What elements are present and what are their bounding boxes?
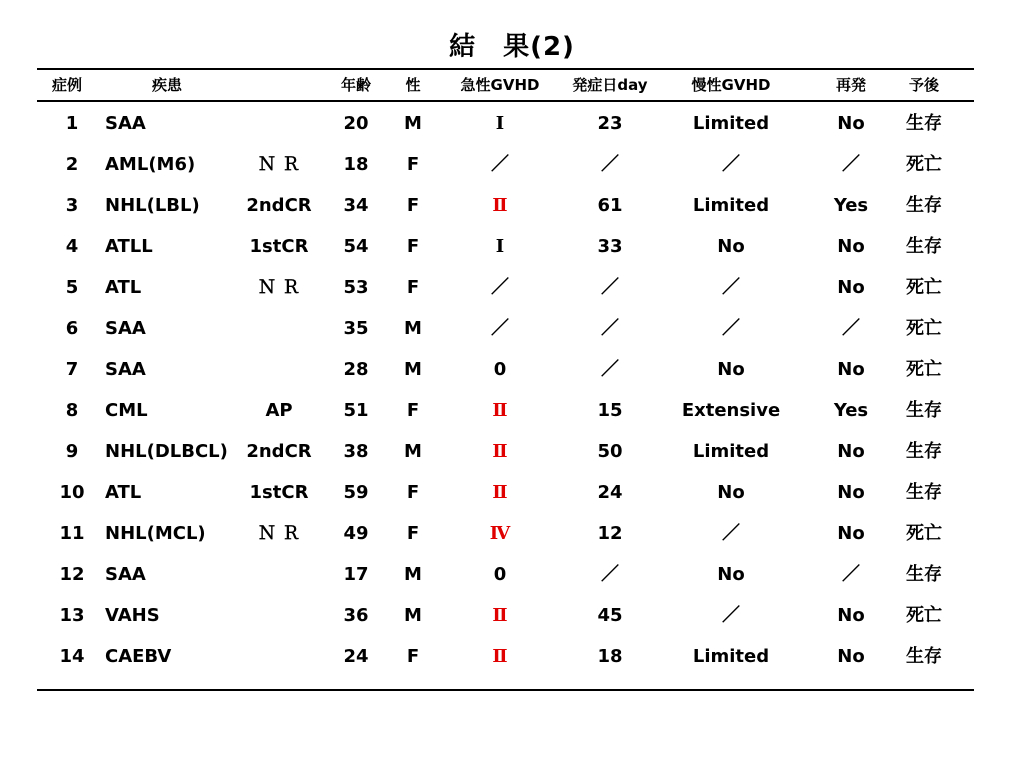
- prognosis-cell: 生存: [906, 646, 942, 667]
- disease-status-cell: [240, 554, 318, 595]
- disease-cell: CAEBV: [105, 646, 172, 667]
- disease-cell: ATL: [105, 277, 142, 298]
- sex-cell: M: [404, 359, 422, 380]
- acute-gvhd-cell: ／: [491, 318, 509, 339]
- case-number-cell: 10: [59, 482, 85, 503]
- disease-status-cell: Ｎ Ｒ: [257, 154, 301, 175]
- age-cell: 36: [343, 605, 369, 626]
- onset-day-cell: 45: [597, 605, 623, 626]
- age-cell: 35: [343, 318, 369, 339]
- prognosis-cell: 生存: [906, 236, 942, 257]
- sex-cell: F: [406, 236, 420, 257]
- header-age: 年齢: [340, 76, 371, 94]
- disease-status-cell: [240, 349, 318, 390]
- table-row: [0, 349, 1024, 390]
- age-cell: 24: [343, 646, 369, 667]
- table-row: [0, 103, 1024, 144]
- onset-day-cell: 18: [597, 646, 623, 667]
- relapse-cell: No: [837, 646, 865, 667]
- disease-cell: SAA: [105, 359, 146, 380]
- disease-status-cell: 1stCR: [249, 236, 309, 257]
- disease-status-cell: [240, 636, 318, 677]
- age-cell: 51: [343, 400, 369, 421]
- onset-day-cell: 24: [597, 482, 623, 503]
- header-relapse: 再発: [835, 76, 866, 94]
- disease-status-cell: [240, 595, 318, 636]
- case-number-cell: 14: [59, 646, 85, 667]
- header-case: 症例: [52, 76, 83, 94]
- case-number-cell: 2: [65, 154, 79, 175]
- table-header-row: [0, 70, 1024, 100]
- sex-cell: F: [406, 277, 420, 298]
- prognosis-cell: 生存: [906, 195, 942, 216]
- relapse-cell: No: [837, 523, 865, 544]
- relapse-cell: No: [837, 236, 865, 257]
- chronic-gvhd-cell: ／: [722, 605, 740, 626]
- chronic-gvhd-cell: No: [717, 359, 745, 380]
- prognosis-cell: 死亡: [906, 154, 942, 175]
- case-number-cell: 1: [65, 113, 79, 134]
- acute-gvhd-cell: Ⅱ: [492, 482, 508, 503]
- age-cell: 28: [343, 359, 369, 380]
- chronic-gvhd-cell: ／: [722, 318, 740, 339]
- acute-gvhd-cell: Ⅱ: [492, 646, 508, 667]
- page-title: 結 果(2): [449, 32, 575, 62]
- age-cell: 20: [343, 113, 369, 134]
- prognosis-cell: 生存: [906, 113, 942, 134]
- onset-day-cell: ／: [601, 318, 619, 339]
- onset-day-cell: ／: [601, 359, 619, 380]
- prognosis-cell: 生存: [906, 482, 942, 503]
- case-number-cell: 12: [59, 564, 85, 585]
- header-chronic-gvhd: 慢性GVHD: [691, 76, 771, 94]
- table-bottom-rule: [37, 689, 974, 691]
- case-number-cell: 8: [65, 400, 79, 421]
- sex-cell: M: [404, 564, 422, 585]
- case-number-cell: 7: [65, 359, 79, 380]
- acute-gvhd-cell: Ⅱ: [492, 441, 508, 462]
- relapse-cell: No: [837, 482, 865, 503]
- header-sex: 性: [405, 76, 421, 94]
- header-prognosis: 予後: [908, 76, 939, 94]
- acute-gvhd-cell: Ⅱ: [492, 605, 508, 626]
- prognosis-cell: 死亡: [906, 605, 942, 626]
- relapse-cell: No: [837, 441, 865, 462]
- age-cell: 34: [343, 195, 369, 216]
- onset-day-cell: 15: [597, 400, 623, 421]
- disease-status-cell: 1stCR: [249, 482, 309, 503]
- table-row: [0, 144, 1024, 185]
- age-cell: 59: [343, 482, 369, 503]
- chronic-gvhd-cell: ／: [722, 154, 740, 175]
- sex-cell: M: [404, 605, 422, 626]
- sex-cell: F: [406, 482, 420, 503]
- relapse-cell: ／: [842, 318, 860, 339]
- relapse-cell: ／: [842, 154, 860, 175]
- disease-status-cell: Ｎ Ｒ: [257, 523, 301, 544]
- prognosis-cell: 生存: [906, 400, 942, 421]
- table-row: [0, 226, 1024, 267]
- case-number-cell: 11: [59, 523, 85, 544]
- relapse-cell: ／: [842, 564, 860, 585]
- table-row: [0, 636, 1024, 677]
- table-header-rule: [37, 100, 974, 102]
- relapse-cell: Yes: [833, 195, 869, 216]
- case-number-cell: 5: [65, 277, 79, 298]
- chronic-gvhd-cell: Limited: [692, 195, 770, 216]
- chronic-gvhd-cell: Limited: [692, 113, 770, 134]
- acute-gvhd-cell: Ⅰ: [495, 236, 505, 257]
- chronic-gvhd-cell: ／: [722, 523, 740, 544]
- sex-cell: F: [406, 195, 420, 216]
- chronic-gvhd-cell: Extensive: [681, 400, 781, 421]
- prognosis-cell: 生存: [906, 564, 942, 585]
- disease-cell: NHL(LBL): [105, 195, 200, 216]
- header-acute-gvhd: 急性GVHD: [460, 76, 540, 94]
- table-row: [0, 431, 1024, 472]
- chronic-gvhd-cell: Limited: [692, 441, 770, 462]
- table-row: [0, 472, 1024, 513]
- age-cell: 49: [343, 523, 369, 544]
- sex-cell: F: [406, 646, 420, 667]
- age-cell: 17: [343, 564, 369, 585]
- relapse-cell: No: [837, 605, 865, 626]
- onset-day-cell: 12: [597, 523, 623, 544]
- acute-gvhd-cell: Ⅳ: [489, 523, 511, 544]
- onset-day-cell: ／: [601, 154, 619, 175]
- disease-cell: SAA: [105, 318, 146, 339]
- sex-cell: F: [406, 400, 420, 421]
- disease-cell: ATLL: [105, 236, 153, 257]
- relapse-cell: No: [837, 277, 865, 298]
- case-number-cell: 6: [65, 318, 79, 339]
- case-number-cell: 13: [59, 605, 85, 626]
- table-row: [0, 267, 1024, 308]
- case-number-cell: 9: [65, 441, 79, 462]
- age-cell: 54: [343, 236, 369, 257]
- disease-cell: CML: [105, 400, 148, 421]
- prognosis-cell: 死亡: [906, 318, 942, 339]
- disease-cell: SAA: [105, 113, 146, 134]
- onset-day-cell: ／: [601, 277, 619, 298]
- prognosis-cell: 死亡: [906, 277, 942, 298]
- acute-gvhd-cell: 0: [493, 359, 507, 380]
- sex-cell: F: [406, 523, 420, 544]
- relapse-cell: Yes: [833, 400, 869, 421]
- disease-cell: AML(M6): [105, 154, 196, 175]
- sex-cell: M: [404, 318, 422, 339]
- acute-gvhd-cell: ／: [491, 154, 509, 175]
- case-number-cell: 4: [65, 236, 79, 257]
- table-row: [0, 185, 1024, 226]
- disease-status-cell: 2ndCR: [246, 195, 312, 216]
- disease-cell: NHL(DLBCL): [105, 441, 228, 462]
- acute-gvhd-cell: Ⅱ: [492, 195, 508, 216]
- relapse-cell: No: [837, 113, 865, 134]
- header-onset-day: 発症日day: [572, 76, 648, 94]
- disease-cell: SAA: [105, 564, 146, 585]
- prognosis-cell: 死亡: [906, 523, 942, 544]
- onset-day-cell: 33: [597, 236, 623, 257]
- table-row: [0, 554, 1024, 595]
- disease-status-cell: [240, 308, 318, 349]
- table-row: [0, 513, 1024, 554]
- onset-day-cell: 23: [597, 113, 623, 134]
- disease-status-cell: [240, 103, 318, 144]
- chronic-gvhd-cell: No: [717, 482, 745, 503]
- acute-gvhd-cell: ／: [491, 277, 509, 298]
- disease-status-cell: 2ndCR: [246, 441, 312, 462]
- table-row: [0, 390, 1024, 431]
- acute-gvhd-cell: Ⅱ: [492, 400, 508, 421]
- chronic-gvhd-cell: No: [717, 236, 745, 257]
- disease-status-cell: Ｎ Ｒ: [257, 277, 301, 298]
- sex-cell: M: [404, 441, 422, 462]
- table-row: [0, 595, 1024, 636]
- age-cell: 53: [343, 277, 369, 298]
- onset-day-cell: ／: [601, 564, 619, 585]
- chronic-gvhd-cell: ／: [722, 277, 740, 298]
- age-cell: 38: [343, 441, 369, 462]
- disease-cell: NHL(MCL): [105, 523, 206, 544]
- sex-cell: M: [404, 113, 422, 134]
- sex-cell: F: [406, 154, 420, 175]
- onset-day-cell: 61: [597, 195, 623, 216]
- relapse-cell: No: [837, 359, 865, 380]
- case-number-cell: 3: [65, 195, 79, 216]
- onset-day-cell: 50: [597, 441, 623, 462]
- age-cell: 18: [343, 154, 369, 175]
- disease-status-cell: AP: [265, 400, 293, 421]
- chronic-gvhd-cell: No: [717, 564, 745, 585]
- table-row: [0, 308, 1024, 349]
- prognosis-cell: 死亡: [906, 359, 942, 380]
- disease-cell: VAHS: [105, 605, 160, 626]
- disease-cell: ATL: [105, 482, 142, 503]
- chronic-gvhd-cell: Limited: [692, 646, 770, 667]
- acute-gvhd-cell: 0: [493, 564, 507, 585]
- header-disease: 疾患: [152, 76, 183, 94]
- acute-gvhd-cell: Ⅰ: [495, 113, 505, 134]
- prognosis-cell: 生存: [906, 441, 942, 462]
